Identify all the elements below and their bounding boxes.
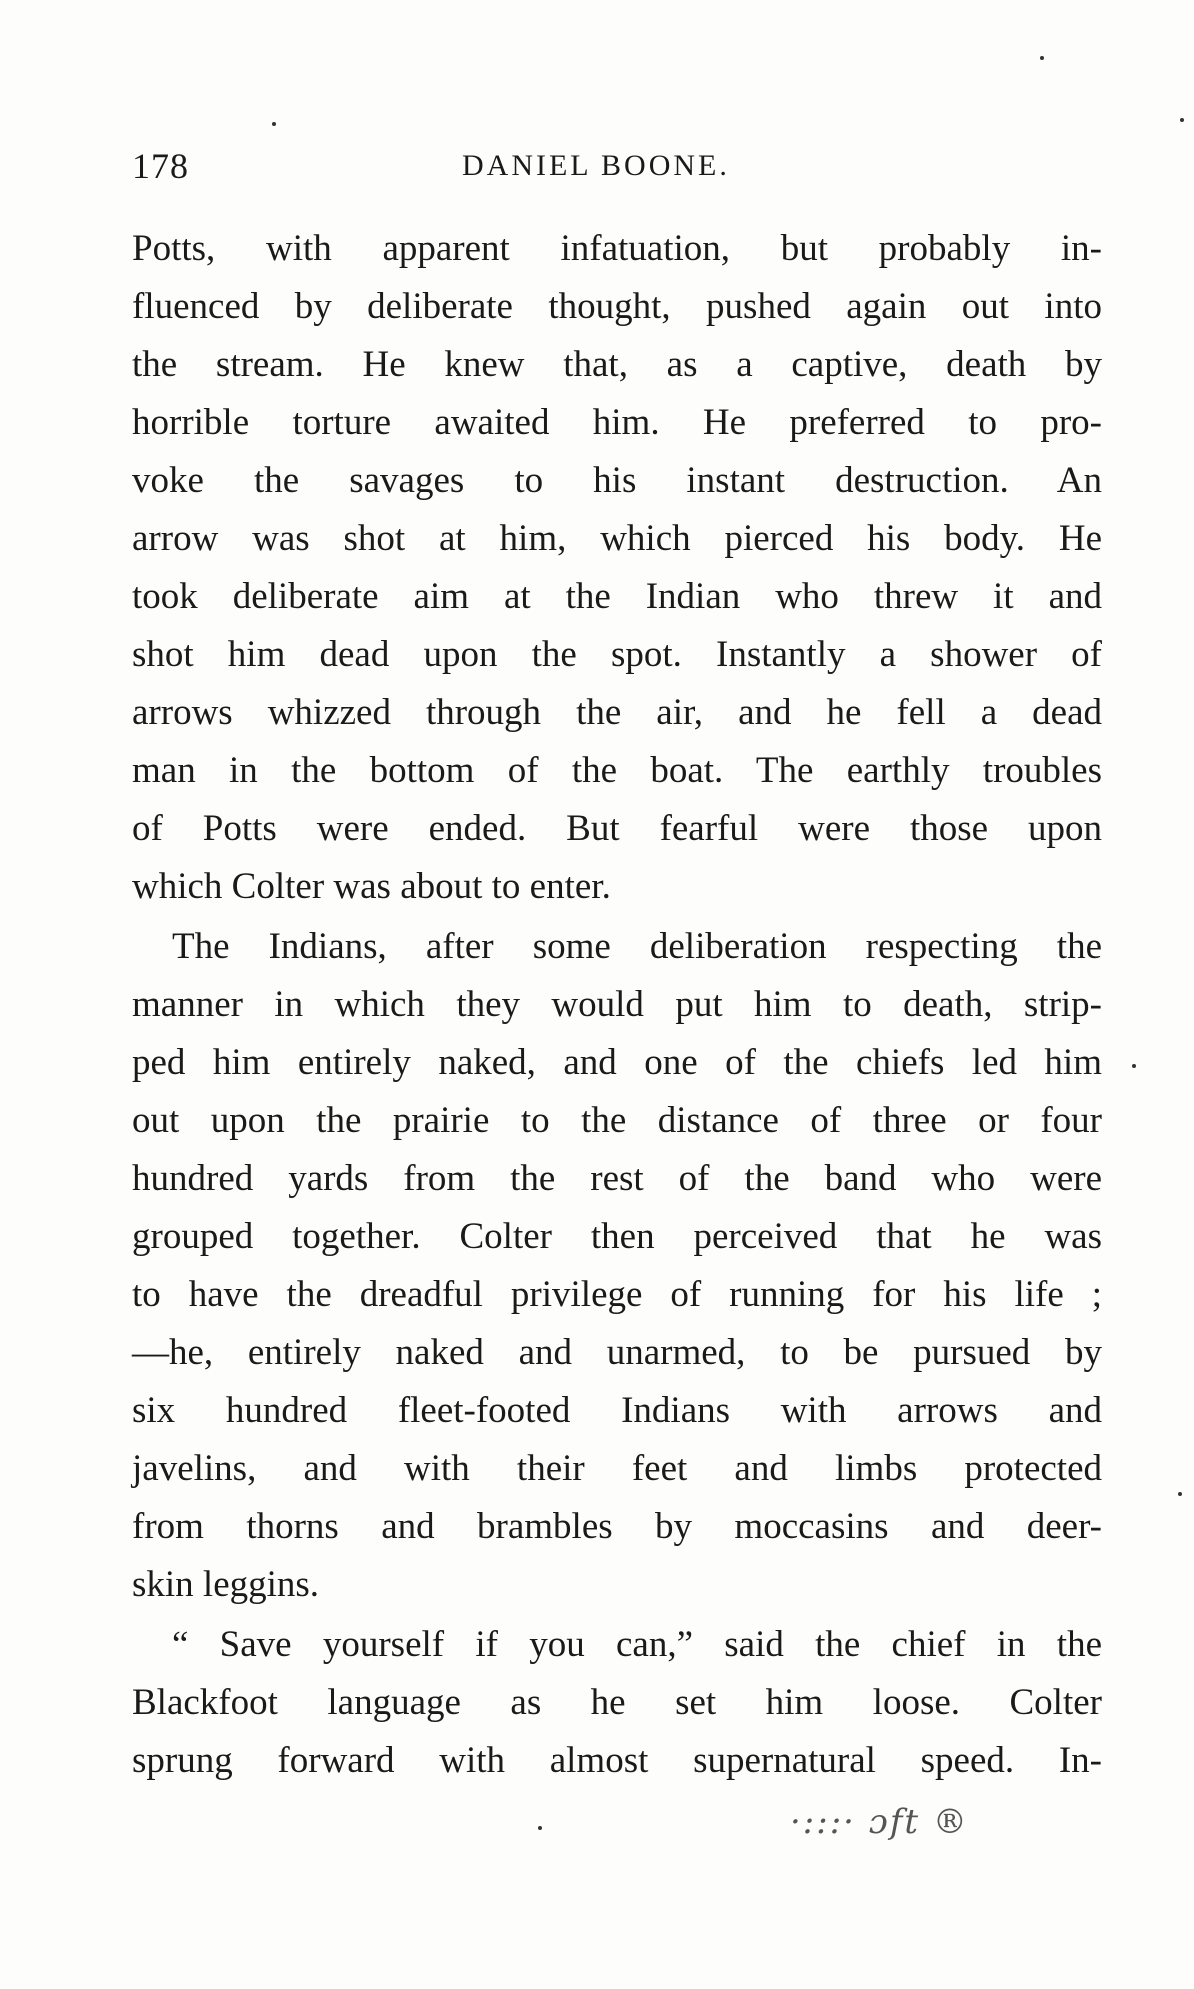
text-line: voke the savages to his instant destruction. An bbox=[132, 460, 1102, 501]
text-body bbox=[132, 220, 1102, 1790]
scan-speck bbox=[1132, 1064, 1136, 1068]
text-line: arrows whizzed through the air, and he fell a dead bbox=[132, 692, 1102, 733]
text-line: six hundred fleet-footed Indians with arrows and bbox=[132, 1390, 1102, 1431]
text-line: manner in which they would put him to death, strip- bbox=[132, 984, 1102, 1025]
text-line: arrow was shot at him, which pierced his body. He bbox=[132, 518, 1102, 559]
text-line: fluenced by deliberate thought, pushed again out into bbox=[132, 286, 1102, 327]
text-line: out upon the prairie to the distance of three or four bbox=[132, 1100, 1102, 1141]
text-line: —he, entirely naked and unarmed, to be pursued by bbox=[132, 1332, 1102, 1373]
running-head bbox=[132, 142, 1092, 190]
scan-speck bbox=[1178, 1492, 1182, 1496]
running-title: DANIEL BOONE. bbox=[462, 149, 730, 182]
paragraph-1 bbox=[132, 220, 1102, 916]
text-line: hundred yards from the rest of the band who were bbox=[132, 1158, 1102, 1199]
text-line: ped him entirely naked, and one of the chiefs led him bbox=[132, 1042, 1102, 1083]
text-line: Blackfoot language as he set him loose. Colter bbox=[132, 1682, 1102, 1723]
scan-speck bbox=[1180, 118, 1184, 122]
scan-speck bbox=[538, 1826, 542, 1830]
text-line: javelins, and with their feet and limbs protected bbox=[132, 1448, 1102, 1489]
text-line: shot him dead upon the spot. Instantly a shower of bbox=[132, 634, 1102, 675]
text-line: “ Save yourself if you can,” said the chief in the bbox=[172, 1624, 1102, 1665]
text-line: which Colter was about to enter. bbox=[132, 866, 611, 907]
digitization-watermark: ·:::· ɔft ® bbox=[790, 1802, 969, 1842]
text-line: took deliberate aim at the Indian who threw it and bbox=[132, 576, 1102, 617]
text-line: of Potts were ended. But fearful were those upon bbox=[132, 808, 1102, 849]
scan-speck bbox=[1040, 56, 1044, 60]
scan-speck bbox=[272, 122, 276, 126]
text-line: sprung forward with almost supernatural speed. In- bbox=[132, 1740, 1102, 1781]
text-line: The Indians, after some deliberation respecting the bbox=[172, 926, 1102, 967]
text-line: from thorns and brambles by moccasins and deer- bbox=[132, 1506, 1102, 1547]
page-number: 178 bbox=[132, 146, 189, 186]
text-line: to have the dreadful privilege of running for his life ; bbox=[132, 1274, 1102, 1315]
text-line: man in the bottom of the boat. The earthly troubles bbox=[132, 750, 1102, 791]
text-line: the stream. He knew that, as a captive, death by bbox=[132, 344, 1102, 385]
text-line: grouped together. Colter then perceived that he was bbox=[132, 1216, 1102, 1257]
paragraph-2 bbox=[132, 918, 1102, 1614]
text-line: Potts, with apparent infatuation, but probably in- bbox=[132, 228, 1102, 269]
text-line: skin leggins. bbox=[132, 1564, 320, 1605]
paragraph-3 bbox=[132, 1616, 1102, 1790]
text-line: horrible torture awaited him. He preferred to pro- bbox=[132, 402, 1102, 443]
